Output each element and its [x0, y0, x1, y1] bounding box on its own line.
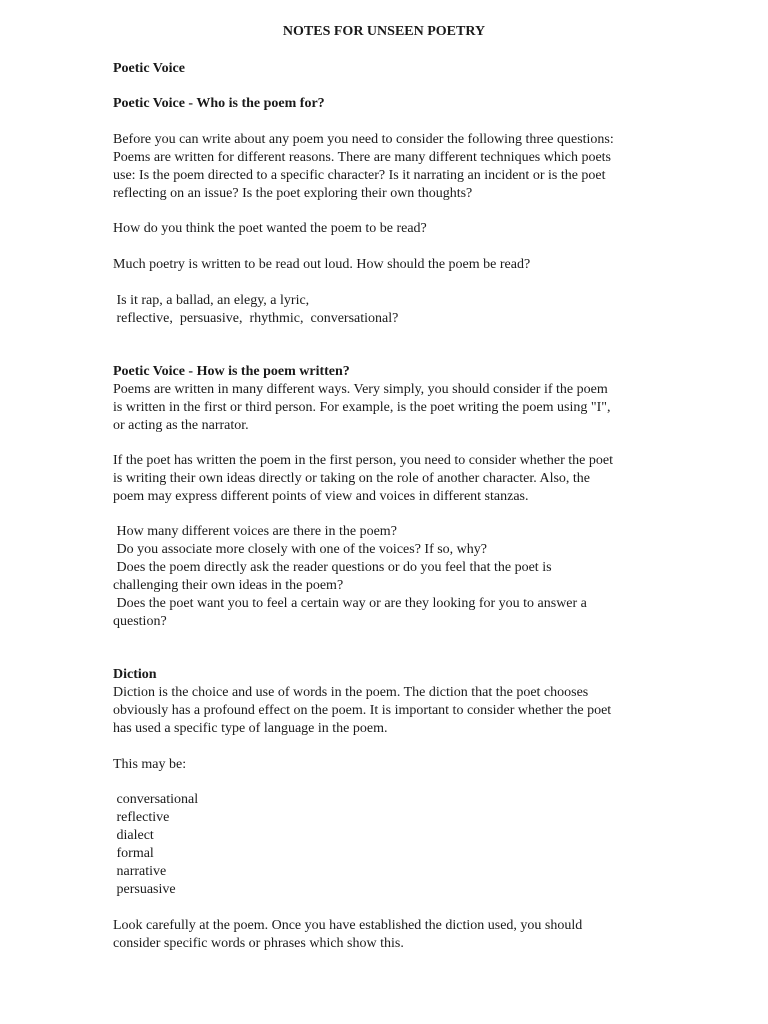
paragraph-line: Poems are written in many different ways. Very simply, you should consider if the poem	[113, 382, 608, 397]
list-item: conversational	[113, 792, 199, 807]
closing-paragraph	[113, 917, 673, 953]
paragraph-line: Look carefully at the poem. Once you have established the diction used, you should	[113, 918, 583, 933]
list-item: persuasive	[113, 882, 176, 897]
question-line: Does the poem directly ask the reader questions or do you feel that the poet is	[113, 560, 552, 575]
intro-paragraph	[113, 131, 673, 203]
paragraph-line: Is it rap, a ballad, an elegy, a lyric,	[113, 293, 310, 308]
list-item: reflective	[113, 810, 170, 825]
diction-section	[113, 666, 673, 738]
paragraph-line: or acting as the narrator.	[113, 418, 249, 433]
read-question: How do you think the poet wanted the poem to be read?	[113, 221, 427, 236]
question-line: Do you associate more closely with one of the voices? If so, why?	[113, 542, 488, 557]
read-out-loud-text: Much poetry is written to be read out loud. How should the poem be read?	[113, 257, 531, 272]
diction-heading: Diction	[113, 667, 157, 682]
question-line: Does the poet want you to feel a certain way or are they looking for you to answer a	[113, 596, 587, 611]
this-may-be-text: This may be:	[113, 757, 187, 772]
how-written-heading: Poetic Voice - How is the poem written?	[113, 364, 350, 379]
how-written-section	[113, 363, 673, 435]
first-person-paragraph	[113, 452, 673, 506]
poetic-voice-heading: Poetic Voice	[113, 61, 185, 76]
paragraph-line: obviously has a profound effect on the poem. It is important to consider whether the poet	[113, 703, 612, 718]
question-line: How many different voices are there in the poem?	[113, 524, 397, 539]
paragraph-line: use: Is the poem directed to a specific character? Is it narrating an incident or is the poet	[113, 168, 606, 183]
diction-types-list	[113, 791, 673, 899]
question-line: question?	[113, 614, 167, 629]
voice-questions-list	[113, 523, 673, 631]
poem-styles-list	[113, 292, 673, 328]
list-item: narrative	[113, 864, 167, 879]
who-is-poem-for-heading: Poetic Voice - Who is the poem for?	[113, 96, 325, 111]
paragraph-line: Diction is the choice and use of words in the poem. The diction that the poet chooses	[113, 685, 589, 700]
paragraph-line: reflecting on an issue? Is the poet exploring their own thoughts?	[113, 186, 473, 201]
paragraph-line: reflective, persuasive, rhythmic, conversational?	[113, 311, 399, 326]
list-item: dialect	[113, 828, 154, 843]
document-title: NOTES FOR UNSEEN POETRY	[282, 24, 486, 39]
paragraph-line: has used a specific type of language in the poem.	[113, 721, 388, 736]
paragraph-line: Before you can write about any poem you need to consider the following three questions:	[113, 132, 614, 147]
paragraph-line: poem may express different points of view and voices in different stanzas.	[113, 489, 529, 504]
paragraph-line: If the poet has written the poem in the first person, you need to consider whether the poet	[113, 453, 613, 468]
paragraph-line: is writing their own ideas directly or taking on the role of another character. Also, the	[113, 471, 591, 486]
question-line: challenging their own ideas in the poem?	[113, 578, 344, 593]
paragraph-line: consider specific words or phrases which show this.	[113, 936, 404, 951]
list-item: formal	[113, 846, 154, 861]
paragraph-line: Poems are written for different reasons. There are many different techniques which poets	[113, 150, 611, 165]
paragraph-line: is written in the first or third person. For example, is the poet writing the poem using "I",	[113, 400, 611, 415]
